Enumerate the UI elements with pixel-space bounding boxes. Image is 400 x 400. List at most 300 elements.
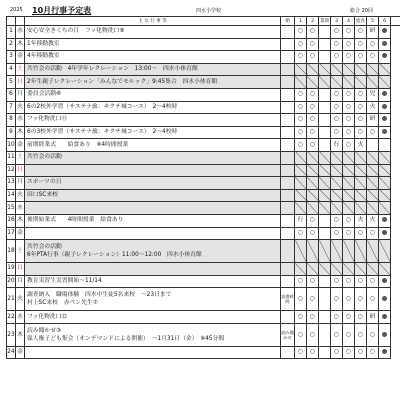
period-cell: ○: [355, 126, 367, 139]
no-class-cell: [343, 202, 355, 215]
status-mark-cell: [379, 126, 391, 139]
period-cell: ○: [367, 323, 379, 346]
no-class-cell: [319, 189, 331, 202]
period-cell: ○: [355, 101, 367, 114]
status-mark-cell: [379, 38, 391, 51]
period-cell: [319, 126, 331, 139]
table-row: [7, 288, 400, 311]
period-cell: 火: [367, 101, 379, 114]
period-cell: ○: [343, 139, 355, 152]
no-class-cell: [307, 202, 319, 215]
no-class-cell: [355, 202, 367, 215]
weekday: 金: [16, 346, 25, 359]
no-class-cell: [367, 164, 379, 177]
no-class-cell: [295, 164, 307, 177]
no-class-cell: [367, 76, 379, 89]
event-text: 安心安全きくちの日 フッ化物洗口⑨: [27, 28, 125, 35]
morning-activity: [281, 51, 295, 64]
status-mark-cell: [379, 114, 391, 127]
period-cell: ○: [307, 126, 319, 139]
period-cell: ○: [307, 114, 319, 127]
period-cell: ○: [331, 323, 343, 346]
filled-circle-icon: [382, 217, 387, 222]
status-mark-cell: [379, 346, 391, 359]
period-cell: [319, 275, 331, 288]
table-row: [7, 275, 400, 288]
no-class-cell: [295, 202, 307, 215]
no-class-cell: [379, 202, 391, 215]
period-cell: ○: [343, 101, 355, 114]
filled-circle-icon: [382, 349, 387, 354]
no-class-cell: [367, 263, 379, 276]
event-text: 前期終業式 給食あり ※4時間授業: [27, 141, 129, 148]
column-header: 3: [331, 17, 343, 26]
status-mark-cell: [379, 101, 391, 114]
status-mark-cell: [379, 214, 391, 227]
period-cell: 児: [367, 88, 379, 101]
filled-circle-icon: [382, 91, 387, 96]
no-class-cell: [343, 189, 355, 202]
no-class-cell: [319, 240, 331, 263]
period-cell: ○: [343, 323, 355, 346]
period-cell: ○: [331, 227, 343, 240]
period-cell: ○: [343, 38, 355, 51]
day-number: 16: [7, 214, 16, 227]
period-cell: ○: [307, 288, 319, 311]
total-count: 総合 20回: [350, 8, 373, 14]
no-class-cell: [319, 164, 331, 177]
table-row: [7, 76, 400, 89]
period-cell: ○: [355, 26, 367, 39]
event-text: 後期始業式 4時間授業 給食あり: [27, 217, 124, 224]
filled-circle-icon: [382, 314, 387, 319]
event-cell: [25, 114, 281, 127]
day-number: 6: [7, 88, 16, 101]
day-number: 3: [7, 51, 16, 64]
table-row: [7, 126, 400, 139]
period-cell: ○: [343, 26, 355, 39]
day-number: 24: [7, 346, 16, 359]
period-cell: 研: [367, 26, 379, 39]
no-class-cell: [343, 240, 355, 263]
filled-circle-icon: [382, 230, 387, 235]
event-text: 1年移動教室: [27, 40, 60, 47]
period-cell: 研: [367, 114, 379, 127]
morning-activity: [281, 63, 295, 76]
period-cell: ○: [331, 38, 343, 51]
day-number: 23: [7, 323, 16, 346]
event-text: 委員会活動⑥: [27, 91, 62, 98]
column-header: 業間: [319, 17, 331, 26]
morning-activity: [281, 189, 295, 202]
no-class-cell: [331, 164, 343, 177]
morning-activity: [281, 76, 295, 89]
period-cell: ○: [331, 275, 343, 288]
period-cell: ○: [307, 38, 319, 51]
period-cell: ○: [307, 101, 319, 114]
morning-activity: [281, 275, 295, 288]
period-cell: [319, 51, 331, 64]
day-number: 22: [7, 311, 16, 324]
event-cell: [25, 202, 281, 215]
period-cell: ○: [343, 114, 355, 127]
morning-activity: [281, 240, 295, 263]
no-class-cell: [307, 189, 319, 202]
event-text: 調査納入 職場体験 四水中生徒5名来校 ～23日まで: [27, 292, 172, 299]
document-header: [6, 4, 394, 16]
period-cell: ○: [331, 88, 343, 101]
table-header-row: [7, 17, 400, 26]
period-cell: ○: [343, 346, 355, 359]
no-class-cell: [295, 151, 307, 164]
day-number: 9: [7, 126, 16, 139]
column-header: 6: [379, 17, 391, 26]
table-row: [7, 311, 400, 324]
period-cell: ○: [367, 126, 379, 139]
period-cell: [319, 288, 331, 311]
event-cell: [25, 76, 281, 89]
table-row: [7, 189, 400, 202]
day-number: 15: [7, 202, 16, 215]
period-cell: ○: [295, 101, 307, 114]
event-text: 共竹会の活動 4年学年レクレーション 13:00～ 四水小体育館: [27, 66, 198, 73]
period-cell: ○: [295, 139, 307, 152]
event-text: 教育実習生実習開始～11/14: [27, 277, 102, 284]
period-cell: ○: [343, 126, 355, 139]
filled-circle-icon: [382, 41, 387, 46]
no-class-cell: [355, 164, 367, 177]
event-cell: [25, 177, 281, 190]
weekday: 金: [16, 51, 25, 64]
event-text: 保人権子ども集会（オンデマンドによる開催） ～1月31日（金） ※45分間: [27, 335, 225, 342]
no-class-cell: [331, 263, 343, 276]
no-class-cell: [343, 151, 355, 164]
morning-activity: [281, 177, 295, 190]
morning-activity: [281, 139, 295, 152]
no-class-cell: [331, 151, 343, 164]
period-cell: ○: [331, 51, 343, 64]
filled-circle-icon: [382, 28, 387, 33]
event-text: 4年移動教室: [27, 53, 60, 60]
no-class-cell: [343, 76, 355, 89]
period-cell: [319, 323, 331, 346]
period-cell: ○: [307, 346, 319, 359]
weekday: 火: [16, 288, 25, 311]
day-number: 2: [7, 38, 16, 51]
school-name: 四水小学校: [196, 8, 222, 14]
day-number: 1: [7, 26, 16, 39]
event-cell: [25, 101, 281, 114]
no-class-cell: [319, 202, 331, 215]
table-row: [7, 323, 400, 346]
no-class-cell: [307, 177, 319, 190]
weekday: 日: [16, 263, 25, 276]
column-header: [7, 17, 16, 26]
period-cell: ○: [331, 288, 343, 311]
no-class-cell: [343, 263, 355, 276]
table-row: [7, 227, 400, 240]
no-class-cell: [367, 189, 379, 202]
no-class-cell: [331, 177, 343, 190]
no-class-cell: [379, 63, 391, 76]
period-cell: [319, 227, 331, 240]
status-mark-cell: [379, 88, 391, 101]
no-class-cell: [343, 164, 355, 177]
no-class-cell: [295, 76, 307, 89]
day-number: 21: [7, 288, 16, 311]
event-cell: [25, 63, 281, 76]
day-number: 18: [7, 240, 16, 263]
status-mark-cell: [379, 275, 391, 288]
period-cell: [319, 214, 331, 227]
morning-activity: [281, 38, 295, 51]
period-cell: ○: [295, 275, 307, 288]
morning-activity: [281, 202, 295, 215]
day-number: 13: [7, 177, 16, 190]
weekday: 火: [16, 101, 25, 114]
period-cell: 研: [367, 311, 379, 324]
event-cell: [25, 164, 281, 177]
morning-activity: 読み聞かせ: [281, 323, 295, 346]
no-class-cell: [367, 202, 379, 215]
period-cell: ○: [355, 227, 367, 240]
weekday: 土: [16, 240, 25, 263]
day-number: 17: [7, 227, 16, 240]
no-class-cell: [379, 76, 391, 89]
weekday: 月: [16, 275, 25, 288]
period-cell: 火: [367, 214, 379, 227]
period-cell: [367, 139, 379, 152]
no-class-cell: [367, 151, 379, 164]
morning-activity: 読書時間: [281, 288, 295, 311]
morning-activity: [281, 101, 295, 114]
period-cell: ○: [343, 214, 355, 227]
period-cell: ○: [331, 214, 343, 227]
event-text: 共竹会の活動: [27, 243, 62, 250]
no-class-cell: [319, 63, 331, 76]
status-mark-cell: [379, 311, 391, 324]
filled-circle-icon: [382, 332, 387, 337]
no-class-cell: [319, 263, 331, 276]
period-cell: [319, 88, 331, 101]
no-class-cell: [355, 151, 367, 164]
weekday: 木: [16, 126, 25, 139]
schedule-table: [6, 16, 400, 359]
no-class-cell: [295, 177, 307, 190]
weekday: 土: [16, 151, 25, 164]
no-class-cell: [367, 63, 379, 76]
period-cell: ○: [295, 126, 307, 139]
event-text: フッ化物洗口⑪: [27, 116, 68, 123]
morning-activity: [281, 151, 295, 164]
period-cell: ○: [295, 38, 307, 51]
table-row: [7, 346, 400, 359]
weekday: 水: [16, 311, 25, 324]
morning-activity: [281, 88, 295, 101]
no-class-cell: [355, 263, 367, 276]
table-row: [7, 88, 400, 101]
event-text: 6の2校外学習（サステナ旅：キクチ城コース） 2～4校時: [27, 103, 178, 110]
day-number: 20: [7, 275, 16, 288]
column-header: 朝: [281, 17, 295, 26]
status-mark-cell: [379, 26, 391, 39]
table-row: [7, 177, 400, 190]
event-cell: [25, 227, 281, 240]
period-cell: ○: [307, 323, 319, 346]
event-cell: [25, 311, 281, 324]
no-class-cell: [367, 177, 379, 190]
table-row: [7, 38, 400, 51]
event-cell: [25, 126, 281, 139]
period-cell: ○: [307, 275, 319, 288]
no-class-cell: [355, 177, 367, 190]
period-cell: ○: [355, 275, 367, 288]
no-class-cell: [307, 76, 319, 89]
event-cell: [25, 139, 281, 152]
event-cell: [25, 38, 281, 51]
morning-activity: [281, 227, 295, 240]
event-text: 6の3校外学習（サステナ旅：キクチ城コース） 2～4校時: [27, 129, 178, 136]
event-text: フッ化物洗口⑫: [27, 313, 68, 320]
table-row: [7, 240, 400, 263]
no-class-cell: [295, 63, 307, 76]
year-label: 2025: [10, 7, 23, 13]
period-cell: ○: [355, 288, 367, 311]
column-header: 給食: [355, 17, 367, 26]
event-cell: [25, 275, 281, 288]
period-cell: ○: [367, 288, 379, 311]
table-row: [7, 26, 400, 39]
event-cell: [25, 26, 281, 39]
filled-circle-icon: [382, 104, 387, 109]
day-number: 14: [7, 189, 16, 202]
period-cell: ○: [307, 51, 319, 64]
table-row: [7, 151, 400, 164]
period-cell: [319, 38, 331, 51]
status-mark-cell: [379, 227, 391, 240]
day-number: 4: [7, 63, 16, 76]
no-class-cell: [379, 240, 391, 263]
period-cell: ○: [355, 323, 367, 346]
table-row: [7, 164, 400, 177]
no-class-cell: [343, 63, 355, 76]
no-class-cell: [319, 151, 331, 164]
period-cell: ○: [343, 288, 355, 311]
no-class-cell: [295, 189, 307, 202]
weekday: 木: [16, 323, 25, 346]
table-row: [7, 51, 400, 64]
no-class-cell: [331, 76, 343, 89]
period-cell: [319, 101, 331, 114]
event-text: スポーツの日: [27, 179, 62, 186]
status-mark-cell: [379, 323, 391, 346]
period-cell: 行: [295, 214, 307, 227]
weekday: 金: [16, 139, 25, 152]
event-text: 共竹会の活動: [27, 154, 62, 161]
weekday: 日: [16, 76, 25, 89]
no-class-cell: [331, 63, 343, 76]
status-mark-cell: [379, 288, 391, 311]
period-cell: [319, 346, 331, 359]
day-number: 8: [7, 114, 16, 127]
no-class-cell: [331, 240, 343, 263]
no-class-cell: [379, 189, 391, 202]
no-class-cell: [367, 240, 379, 263]
no-class-cell: [295, 240, 307, 263]
no-class-cell: [379, 151, 391, 164]
period-cell: ○: [355, 114, 367, 127]
period-cell: ○: [367, 38, 379, 51]
period-cell: 火: [355, 214, 367, 227]
event-cell: [25, 288, 281, 311]
period-cell: ○: [295, 51, 307, 64]
filled-circle-icon: [382, 296, 387, 301]
event-text: 田口SC来校: [27, 192, 58, 199]
event-text: 村上SC来校 赤ペン先生⑦: [27, 300, 98, 307]
no-class-cell: [319, 177, 331, 190]
weekday: 水: [16, 202, 25, 215]
no-class-cell: [355, 240, 367, 263]
period-cell: ○: [295, 288, 307, 311]
event-cell: [25, 214, 281, 227]
table-row: [7, 214, 400, 227]
no-class-cell: [355, 76, 367, 89]
no-class-cell: [331, 202, 343, 215]
period-cell: ○: [355, 88, 367, 101]
period-cell: ○: [343, 311, 355, 324]
morning-activity: [281, 164, 295, 177]
filled-circle-icon: [382, 53, 387, 58]
period-cell: 行: [331, 139, 343, 152]
no-class-cell: [331, 189, 343, 202]
weekday: 火: [16, 189, 25, 202]
day-number: 5: [7, 76, 16, 89]
period-cell: 火: [355, 139, 367, 152]
period-cell: ○: [331, 114, 343, 127]
period-cell: ○: [343, 51, 355, 64]
period-cell: ○: [331, 311, 343, 324]
period-cell: ○: [367, 346, 379, 359]
morning-activity: [281, 126, 295, 139]
day-number: 7: [7, 101, 16, 114]
period-cell: ○: [355, 311, 367, 324]
status-mark-cell: [379, 51, 391, 64]
no-class-cell: [307, 240, 319, 263]
column-header: 5: [367, 17, 379, 26]
weekday: 月: [16, 177, 25, 190]
morning-activity: [281, 26, 295, 39]
period-cell: ○: [295, 227, 307, 240]
weekday: 水: [16, 114, 25, 127]
period-cell: ○: [331, 101, 343, 114]
column-header: [391, 17, 400, 26]
period-cell: [319, 114, 331, 127]
table-row: [7, 63, 400, 76]
filled-circle-icon: [382, 116, 387, 121]
weekday: 土: [16, 63, 25, 76]
period-cell: ○: [355, 346, 367, 359]
period-cell: ○: [295, 346, 307, 359]
period-cell: ○: [367, 275, 379, 288]
period-cell: ○: [295, 114, 307, 127]
weekday: 水: [16, 26, 25, 39]
morning-activity: [281, 346, 295, 359]
day-number: 11: [7, 151, 16, 164]
no-class-cell: [379, 177, 391, 190]
period-cell: ○: [295, 323, 307, 346]
table-row: [7, 202, 400, 215]
period-cell: ○: [355, 51, 367, 64]
